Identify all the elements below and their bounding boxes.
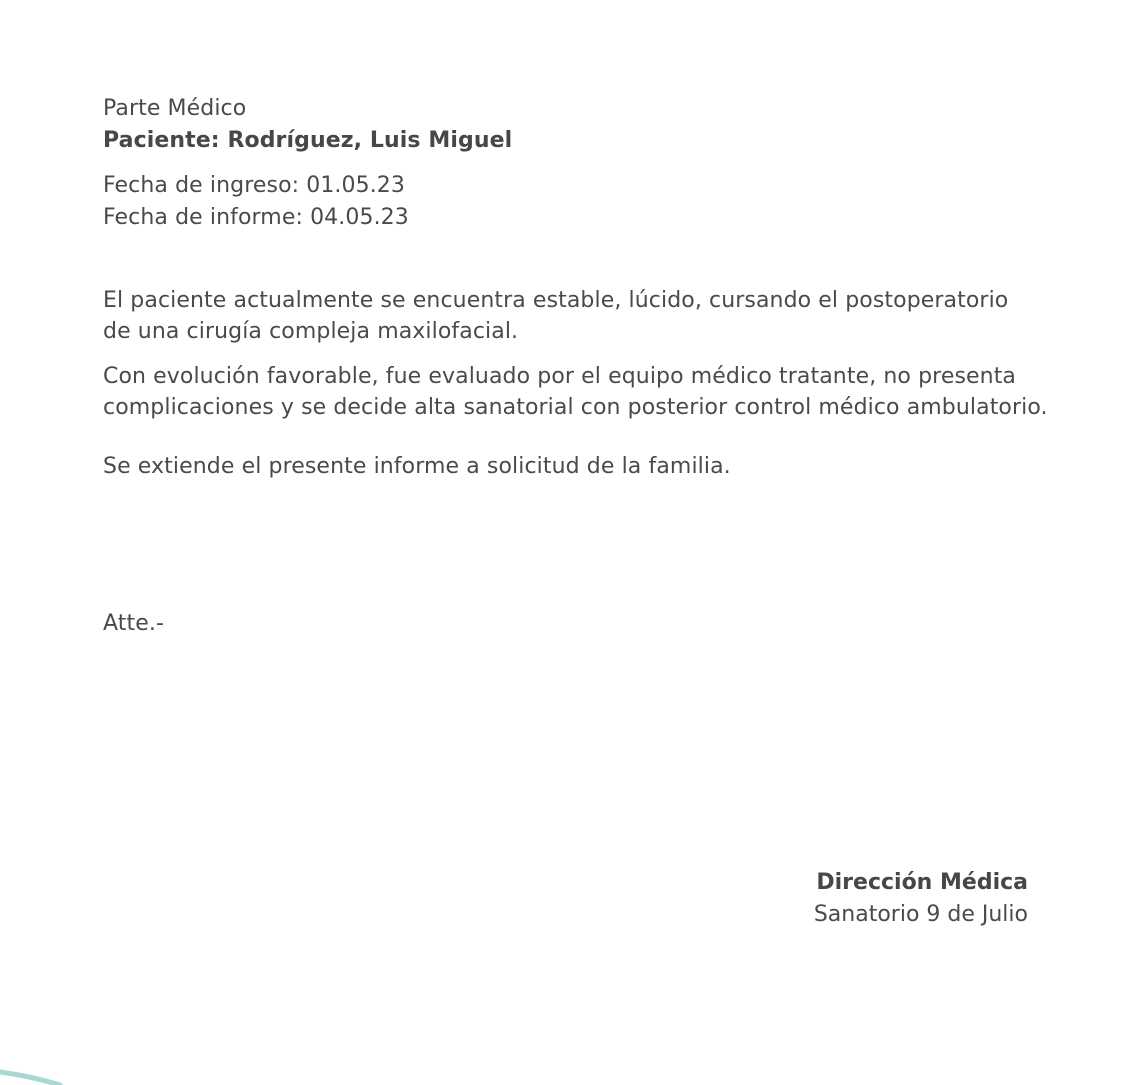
report-date: Fecha de informe: 04.05.23 bbox=[103, 205, 409, 230]
admission-date: Fecha de ingreso: 01.05.23 bbox=[103, 173, 406, 198]
signature-institution: Sanatorio 9 de Julio bbox=[813, 902, 1028, 927]
paragraph-1-line-2: de una cirugía compleja maxilofacial. bbox=[103, 319, 519, 344]
signature-department: Dirección Médica bbox=[816, 870, 1028, 895]
paragraph-2-line-1: Con evolución favorable, fue evaluado por el equipo médico tratante, no presenta bbox=[103, 364, 1016, 389]
paragraph-3: Se extiende el presente informe a solicitud de la familia. bbox=[103, 454, 731, 479]
paragraph-2-line-2: complicaciones y se decide alta sanatorial con posterior control médico ambulatorio. bbox=[103, 395, 1048, 420]
patient-name: Paciente: Rodríguez, Luis Miguel bbox=[103, 128, 513, 153]
decorative-arc bbox=[0, 1040, 160, 1085]
paragraph-1-line-1: El paciente actualmente se encuentra estable, lúcido, cursando el postoperatorio bbox=[103, 288, 1009, 313]
document-type: Parte Médico bbox=[103, 96, 247, 121]
closing-salutation: Atte.- bbox=[103, 611, 164, 636]
